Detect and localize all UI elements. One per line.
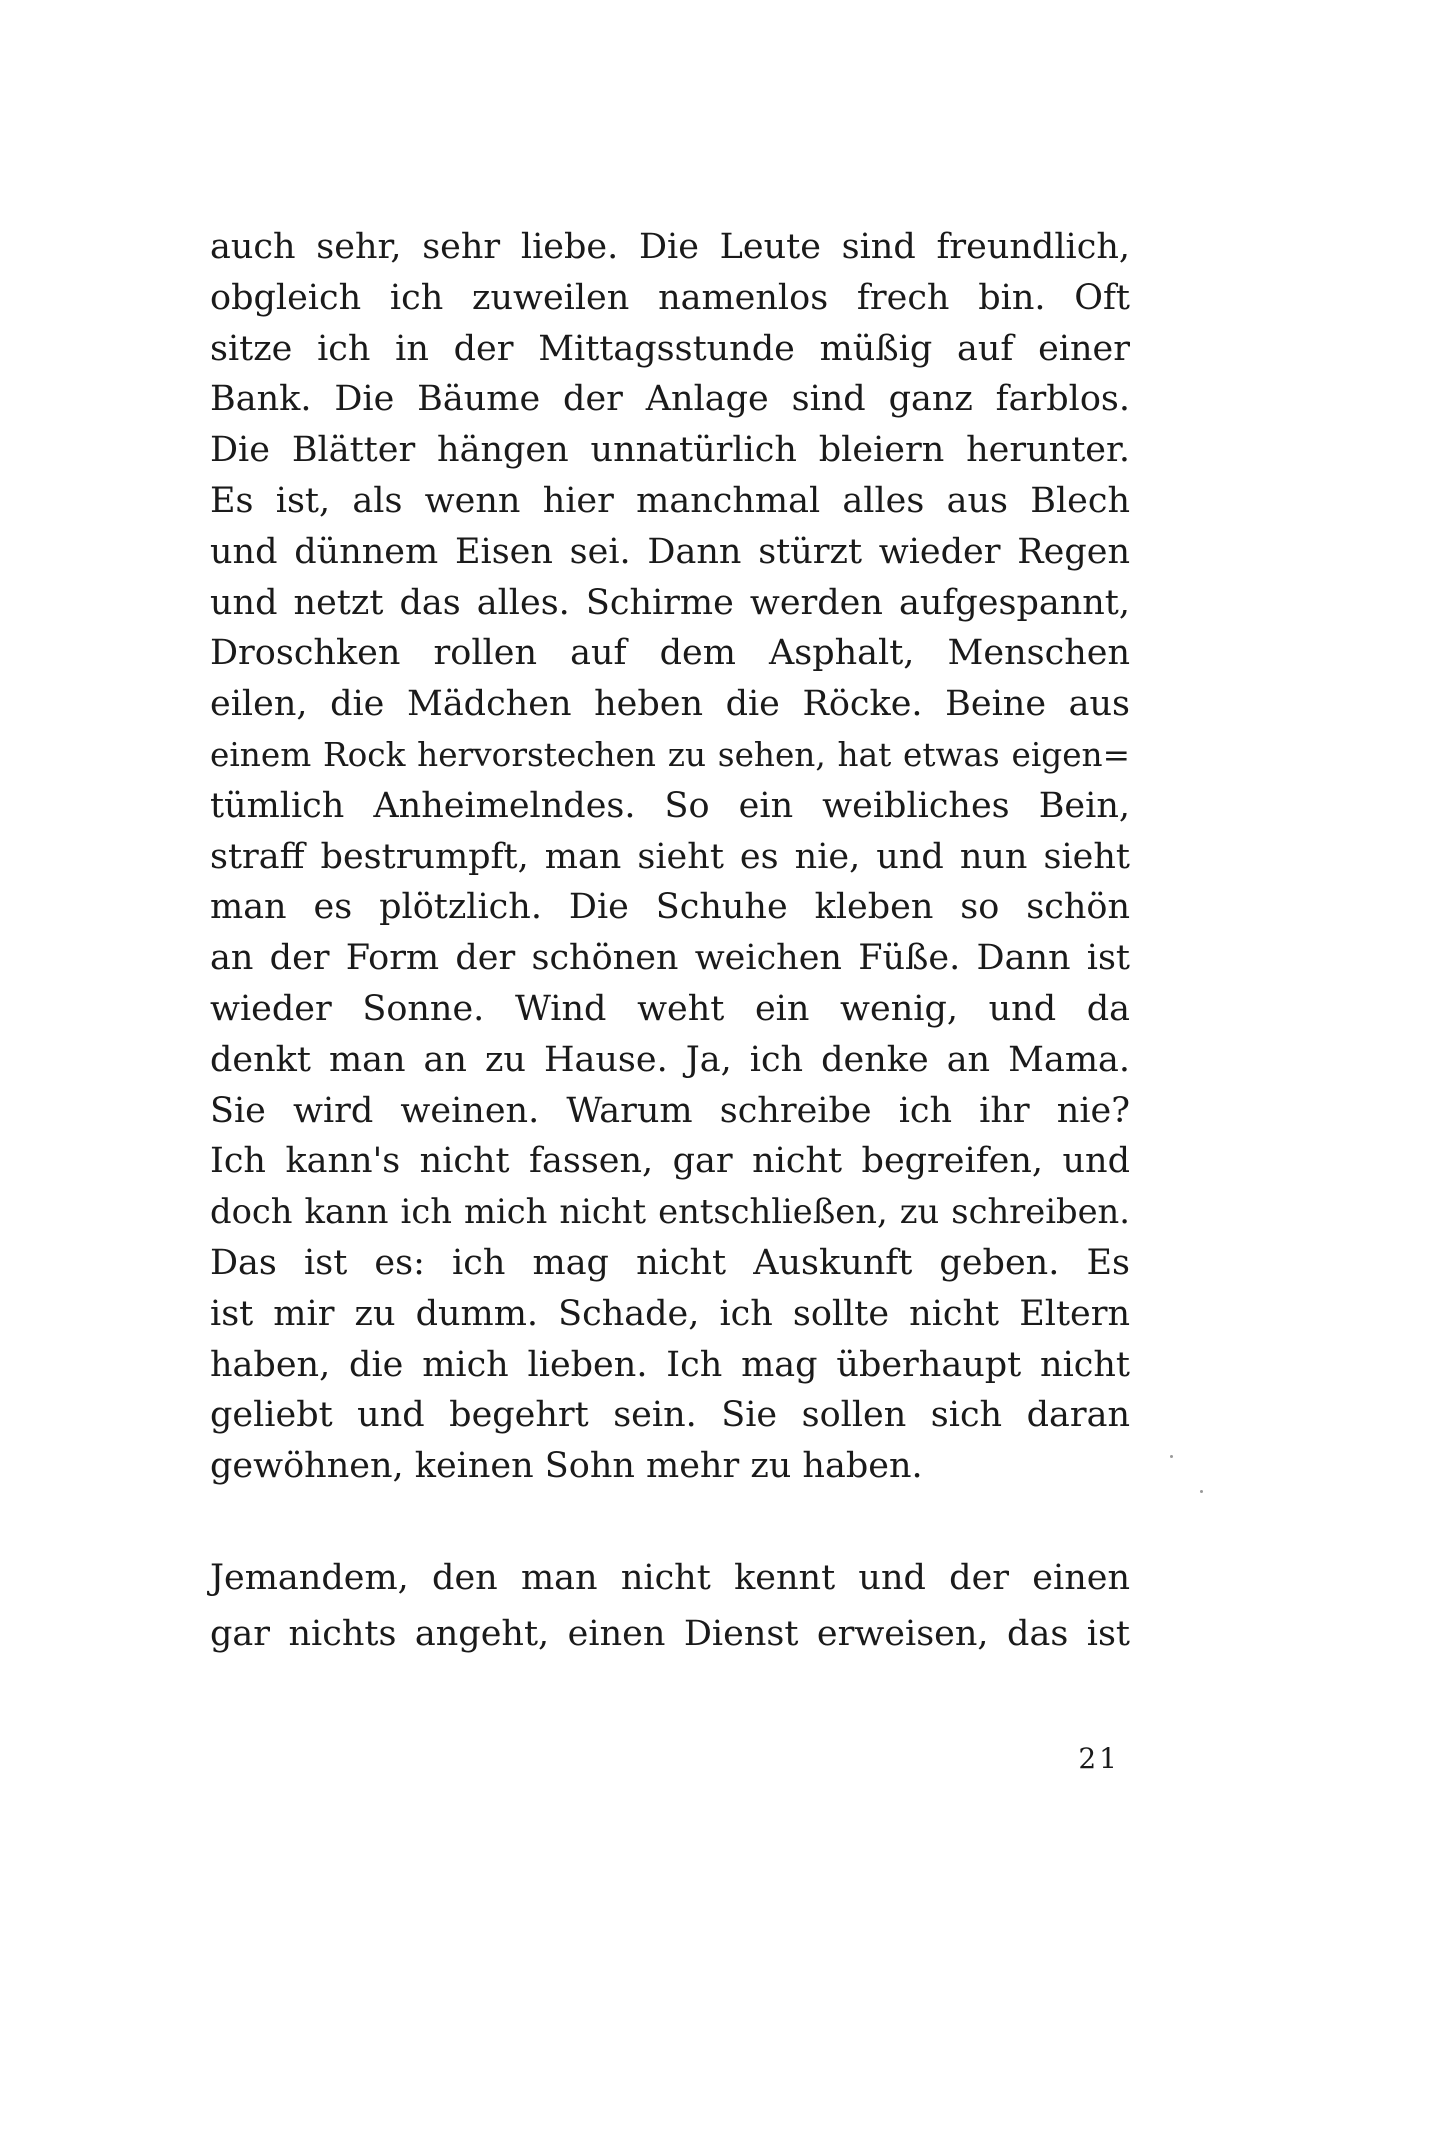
text-line: wieder Sonne. Wind weht ein wenig, und da [210,988,1130,1029]
text-line: Bank. Die Bäume der Anlage sind ganz farblos. [210,379,1130,420]
print-speck [1200,1490,1203,1493]
text-line: Das ist es: ich mag nicht Auskunft geben. Es [210,1242,1130,1283]
text-line: und netzt das alles. Schirme werden aufgespannt, [210,582,1130,623]
text-line: gar nichts angeht, einen Dienst erweisen, das ist [210,1613,1130,1654]
text-line: denkt man an zu Hause. Ja, ich denke an Mama. [210,1039,1130,1080]
text-line: geliebt und begehrt sein. Sie sollen sich daran [210,1395,1130,1436]
text-line: sitze ich in der Mittagsstunde müßig auf einer [210,328,1130,369]
print-speck [1170,1455,1173,1458]
text-line: eilen, die Mädchen heben die Röcke. Beine aus [210,684,1130,725]
text-line: straff bestrumpft, man sieht es nie, und nun sieht [210,836,1130,877]
text-line: an der Form der schönen weichen Füße. Dann ist [210,938,1130,979]
text-line: haben, die mich lieben. Ich mag überhaupt nicht [210,1344,1130,1385]
text-line: Es ist, als wenn hier manchmal alles aus Blech [210,480,1130,521]
text-line: Die Blätter hängen unnatürlich bleiern herunter. [210,430,1130,471]
text-line: Droschken rollen auf dem Asphalt, Menschen [210,633,1130,674]
page-number: 21 [1078,1742,1120,1775]
text-line: auch sehr, sehr liebe. Die Leute sind freundlich, [210,227,1130,267]
text-line: Sie wird weinen. Warum schreibe ich ihr nie? [210,1090,1130,1131]
paragraph [210,222,1130,1492]
text-line: man es plötzlich. Die Schuhe kleben so schön [210,887,1130,928]
text-line: tümlich Anheimelndes. So ein weibliches Bein, [210,785,1130,826]
text-line: und dünnem Eisen sei. Dann stürzt wieder Regen [210,531,1130,572]
text-block [210,222,1130,1662]
text-line: doch kann ich mich nicht entschließen, zu schreiben. [210,1192,1130,1232]
text-line: ist mir zu dumm. Schade, ich sollte nicht Eltern [210,1293,1130,1334]
text-line: gewöhnen, keinen Sohn mehr zu haben. [210,1446,923,1487]
text-line: obgleich ich zuweilen namenlos frech bin. Oft [210,277,1130,318]
text-line: Jemandem, den man nicht kennt und der einen [210,1557,1130,1598]
paragraph [210,1550,1130,1662]
text-line: Ich kann's nicht fassen, gar nicht begreifen, und [210,1141,1130,1182]
text-line: einem Rock hervorstechen zu sehen, hat etwas eigen= [210,735,1130,774]
